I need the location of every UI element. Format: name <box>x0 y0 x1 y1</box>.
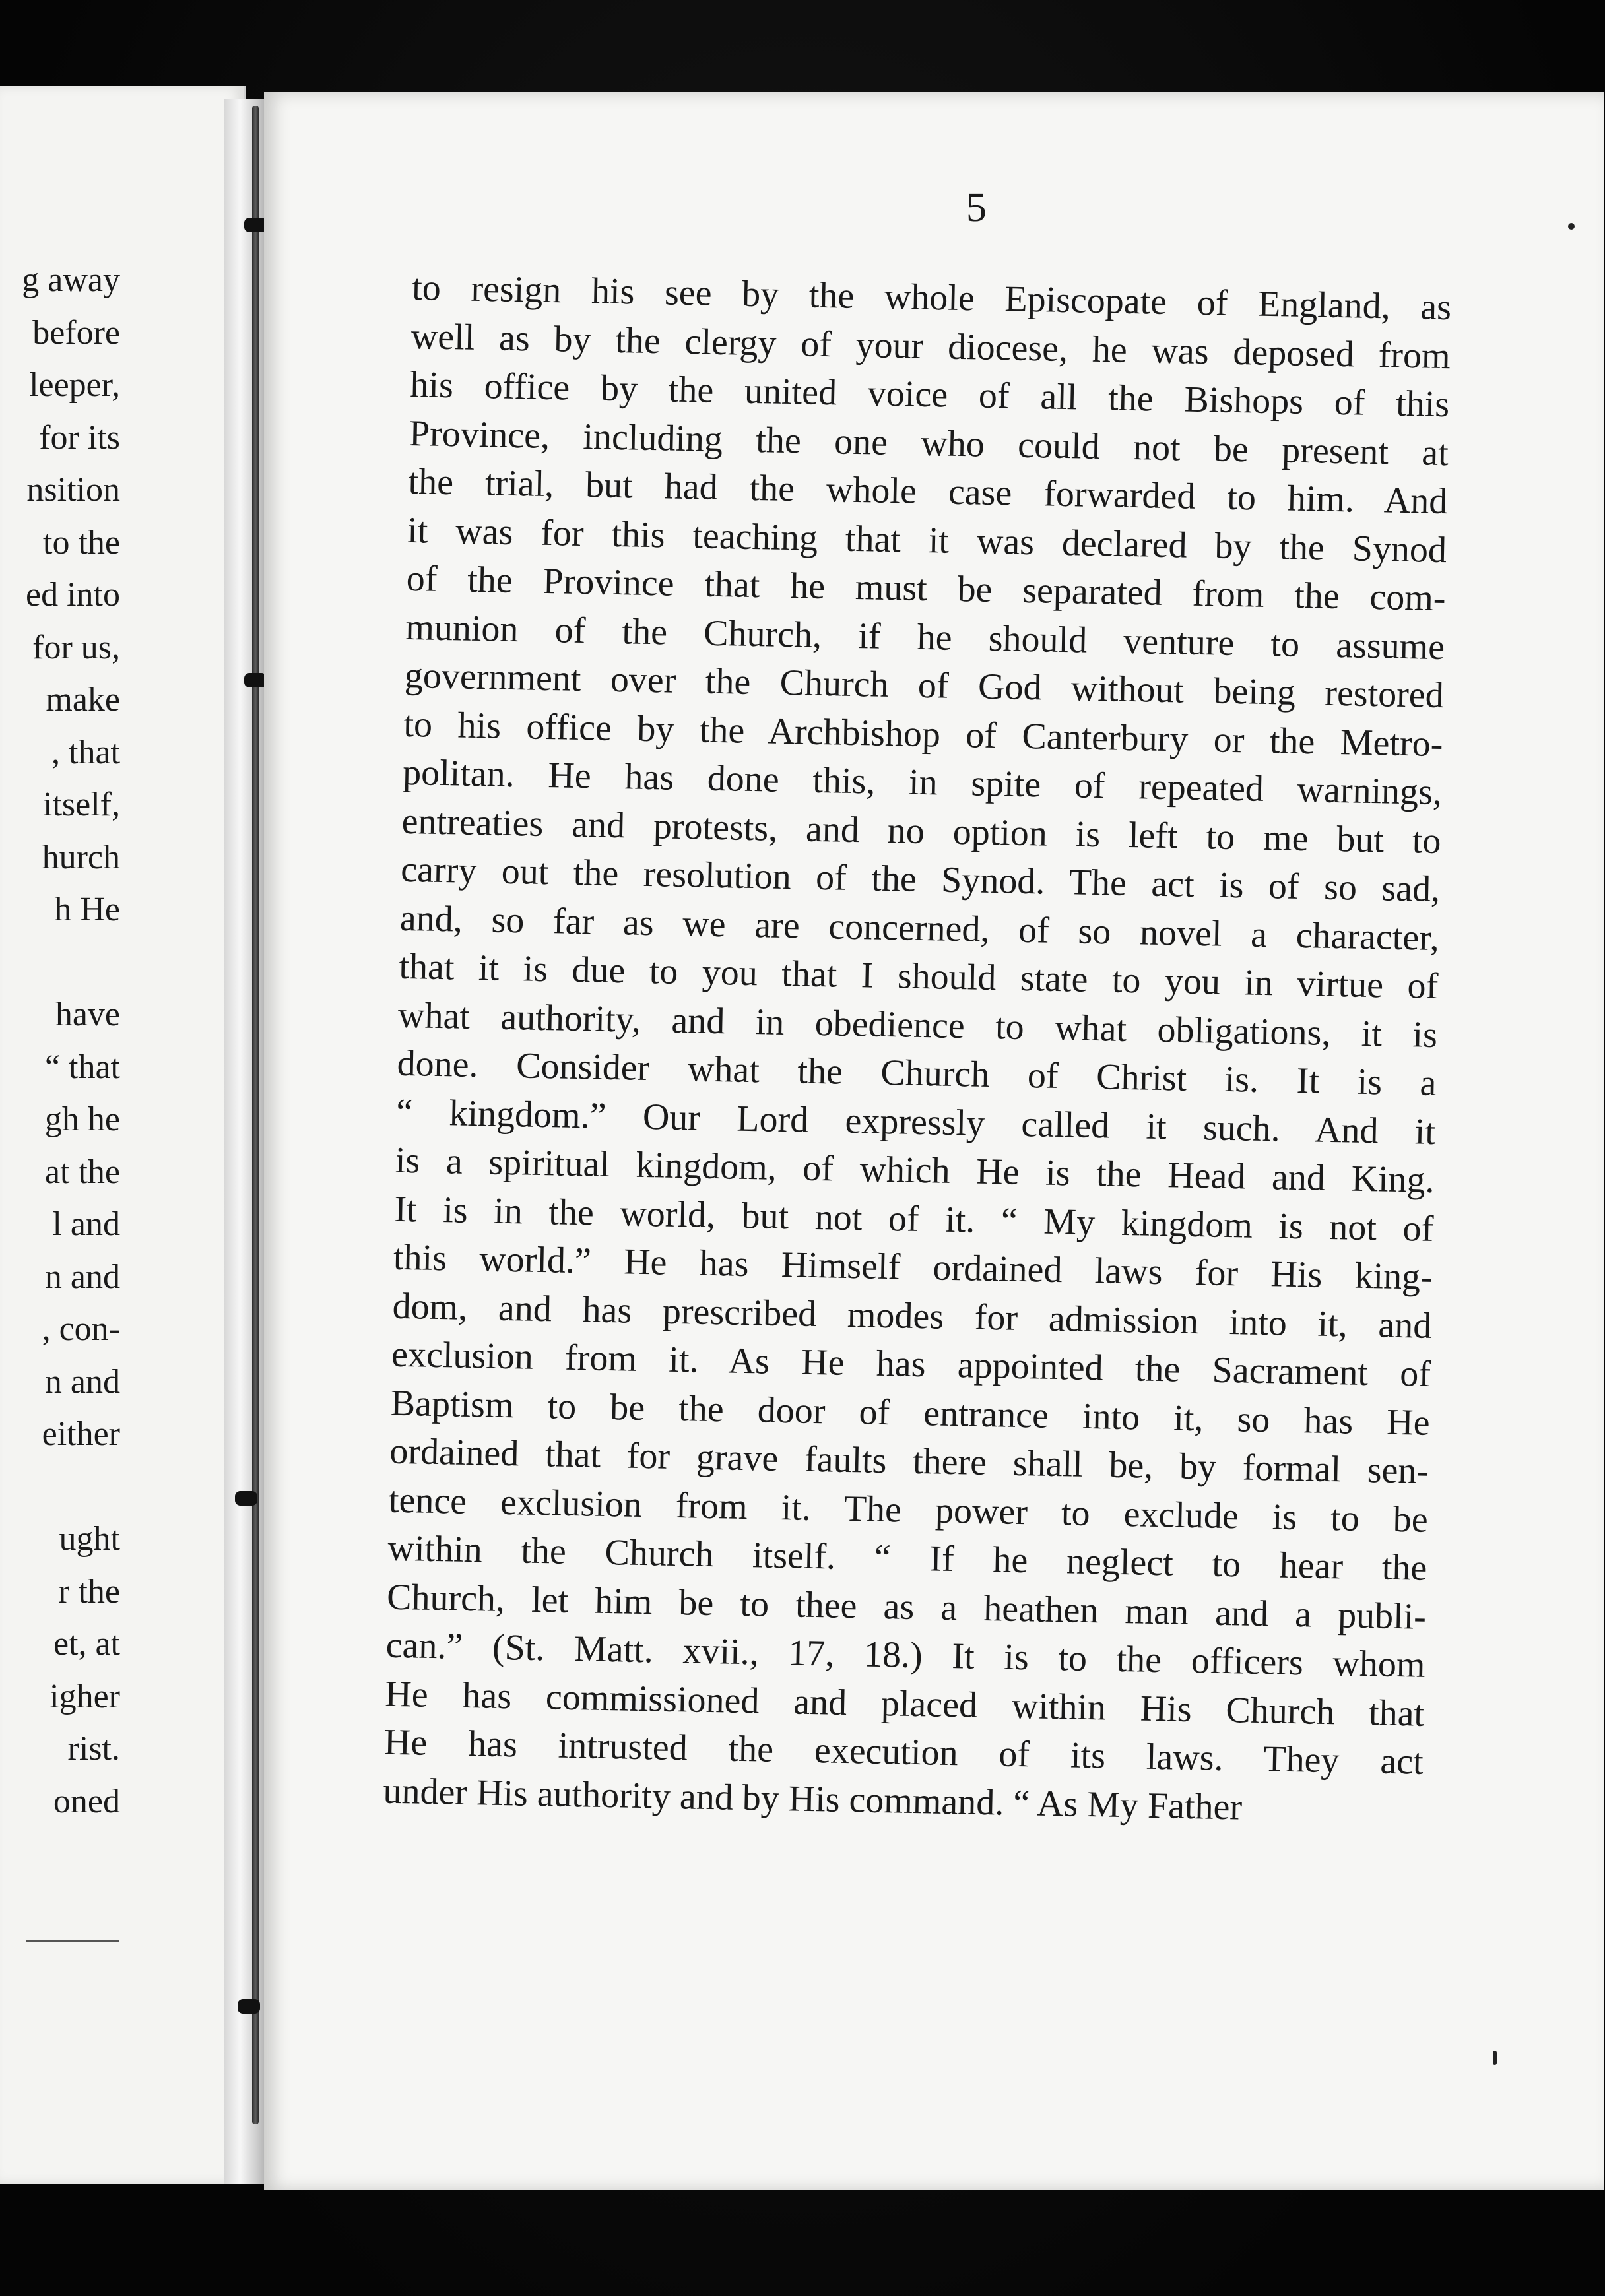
previous-page-line: ed into <box>26 576 120 614</box>
previous-page-line: h He <box>54 891 120 928</box>
text-line: It is in the world, but not of it. “ My kingdom is not of <box>393 1188 1434 1250</box>
text-line: munion of the Church, if he should venture to assume <box>405 606 1445 668</box>
previous-page-line: to the <box>43 523 120 561</box>
text-line: it was for this teaching that it was declared by the Synod <box>407 509 1447 571</box>
binding-stitch <box>244 218 267 232</box>
page-body-text <box>383 264 1452 1835</box>
text-line: He has intrusted the execution of its laws. They act <box>383 1721 1424 1783</box>
previous-page-line: hurch <box>42 838 120 876</box>
previous-page-line: oned <box>53 1782 120 1820</box>
previous-page-line <box>0 936 120 989</box>
text-line: well as by the clergy of your diocese, he was deposed from <box>410 315 1451 377</box>
page-number: 5 <box>966 185 987 230</box>
text-line: the trial, but had the whole case forwarded to him. And <box>408 461 1448 523</box>
previous-page-line: at the <box>44 1153 120 1191</box>
text-line: tence exclusion from it. The power to exclude is to be <box>388 1479 1429 1541</box>
footnote-rule <box>26 1940 119 1942</box>
previous-page-line <box>0 1461 120 1514</box>
text-line: done. Consider what the Church of Christ is. It is a <box>397 1042 1437 1104</box>
text-line: “ kingdom.” Our Lord expressly called it such. And it <box>395 1091 1436 1153</box>
text-line: to resign his see by the whole Episcopate of England, as <box>411 267 1452 329</box>
current-page <box>264 92 1604 2190</box>
text-line: can.” (St. Matt. xvii., 17, 18.) It is to the officers whom <box>385 1624 1426 1686</box>
previous-page-line: n and <box>44 1362 120 1401</box>
text-line: under His authority and by His command. “ As My Father <box>382 1770 1243 1828</box>
previous-page-line: make <box>46 681 120 718</box>
previous-page-line: gh he <box>44 1100 120 1138</box>
previous-page-line: before <box>32 313 120 352</box>
text-line: politan. He has done this, in spite of repeated warnings, <box>402 751 1443 813</box>
text-line: and, so far as we are concerned, of so novel a character, <box>399 897 1440 959</box>
text-line: Baptism to be the door of entrance into it, so has He <box>390 1382 1431 1444</box>
previous-page-line: have <box>55 996 120 1033</box>
previous-page-text <box>0 254 120 1828</box>
previous-page-line: , that <box>51 733 120 771</box>
previous-page-line: n and <box>44 1258 120 1296</box>
text-line: government over the Church of God without being restored <box>404 654 1445 717</box>
previous-page-fragment <box>0 86 246 2184</box>
text-line: is a spiritual kingdom, of which He is the Head and King. <box>395 1139 1435 1201</box>
previous-page-line: rist. <box>67 1730 120 1768</box>
previous-page-line: leeper, <box>29 366 120 404</box>
previous-page-line: itself, <box>43 786 120 823</box>
text-line: within the Church itself. “ If he neglect to hear the <box>387 1527 1427 1589</box>
text-line: this world.” He has Himself ordained laws for His king- <box>393 1236 1433 1298</box>
previous-page-line: l and <box>52 1205 120 1243</box>
binding-stitch <box>238 1999 260 2014</box>
previous-page-line: nsition <box>26 471 120 509</box>
text-line: to his office by the Archbishop of Canterbury or the Metro- <box>403 703 1443 765</box>
text-line: entreaties and protests, and no option is left to me but to <box>401 800 1442 862</box>
text-line: of the Province that he must be separated from the com- <box>406 558 1447 620</box>
scan-speck <box>1568 223 1575 230</box>
binding-stitch <box>244 673 267 687</box>
previous-page-line: either <box>42 1415 120 1453</box>
previous-page-line: for us, <box>32 628 120 666</box>
previous-page-line: for its <box>39 418 120 457</box>
previous-page-line: , con- <box>42 1310 120 1348</box>
text-line: He has commissioned and placed within His Church that <box>384 1673 1425 1735</box>
text-line: what authority, and in obedience to what obligations, it is <box>397 994 1438 1056</box>
previous-page-line: igher <box>49 1677 120 1715</box>
scan-speck <box>1493 2051 1497 2065</box>
text-line: Province, including the one who could not be present at <box>409 412 1449 474</box>
text-line: ordained that for grave faults there shall be, by formal sen- <box>389 1430 1429 1492</box>
previous-page-line: ught <box>59 1520 120 1558</box>
text-line: dom, and has prescribed modes for admission into it, and <box>392 1285 1432 1347</box>
text-line: exclusion from it. As He has appointed the Sacrament of <box>391 1333 1431 1395</box>
text-line: Church, let him be to thee as a heathen man and a publi- <box>386 1576 1427 1638</box>
previous-page-line: et, at <box>53 1625 120 1663</box>
binding-thread <box>252 106 259 2124</box>
previous-page-line: g away <box>22 261 120 299</box>
binding-stitch <box>235 1491 257 1506</box>
text-line: his office by the united voice of all the Bishops of this <box>409 364 1450 426</box>
previous-page-line: “ that <box>44 1048 120 1086</box>
text-line: that it is due to you that I should state to you in virtue of <box>398 945 1439 1007</box>
previous-page-line: r the <box>58 1572 120 1610</box>
text-line: carry out the resolution of the Synod. The act is of so sad, <box>400 848 1441 910</box>
